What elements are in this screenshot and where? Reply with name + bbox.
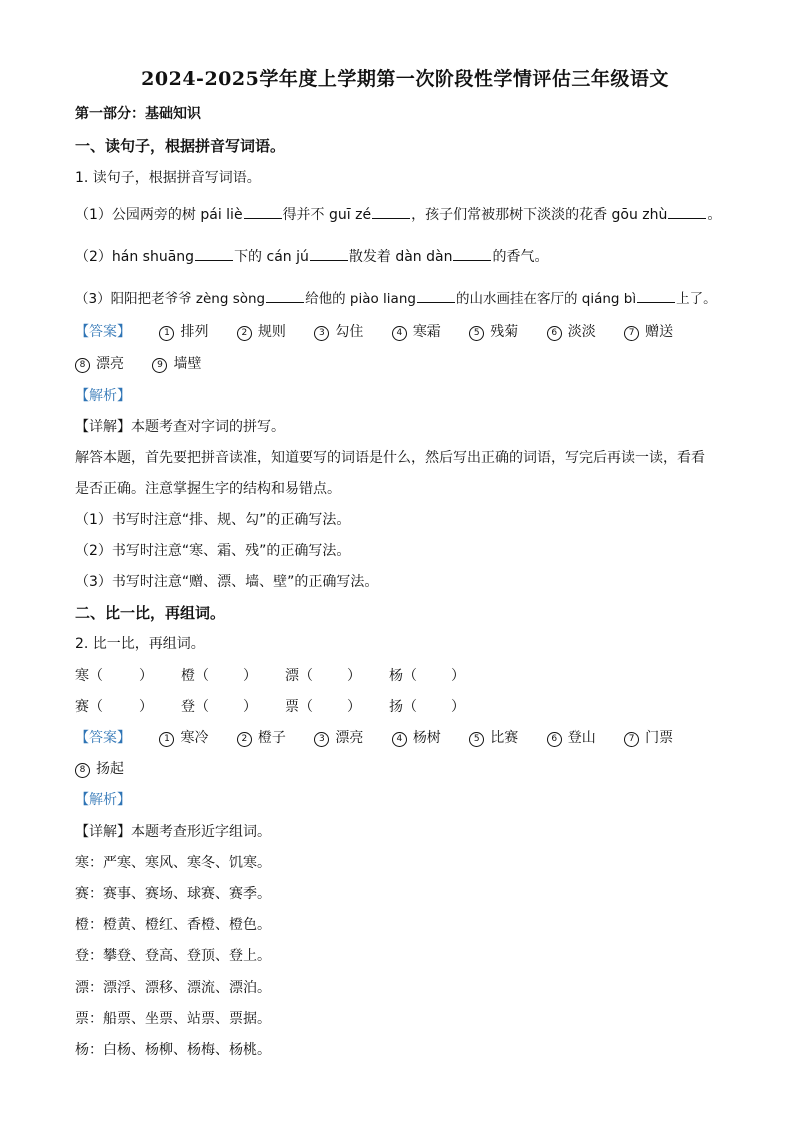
- compare-item: [181, 666, 209, 686]
- detail-line: 杨：白杨、杨柳、杨梅、杨桃。: [75, 1042, 271, 1058]
- sentence-1-part: 得并不 guī zé: [282, 207, 372, 223]
- answer-blank: [417, 288, 455, 303]
- detail-line: 【详解】本题考查对字词的拼写。: [75, 419, 285, 435]
- paren-close: ）: [347, 668, 361, 684]
- answer-text: 登山: [567, 730, 596, 746]
- answer-text: 门票: [645, 730, 674, 746]
- answer-text: 规则: [257, 324, 286, 340]
- answer-blank: [310, 246, 348, 261]
- compare-char: 杨（: [389, 668, 417, 684]
- answer-label: 【答案】: [75, 730, 131, 746]
- answer-item: [624, 324, 673, 340]
- answer-item: [314, 324, 363, 340]
- compare-item: [389, 697, 417, 717]
- answer-item: [159, 730, 208, 746]
- answer-text: 勾住: [335, 324, 364, 340]
- question-2: 2. 比一比，再组词。: [75, 636, 205, 652]
- detail-line: （3）书写时注意“赠、漂、墙、壁”的正确写法。: [75, 574, 379, 590]
- compare-char: 登（: [181, 699, 209, 715]
- sentence-3-part: 上了。: [676, 291, 717, 307]
- answer-text: 扬起: [96, 761, 124, 777]
- circled-number-icon: 4: [392, 326, 407, 341]
- compare-item: [75, 666, 103, 686]
- compare-char: 赛（: [75, 699, 103, 715]
- detail-line: 寒：严寒、寒风、寒冬、饥寒。: [75, 855, 271, 871]
- answer-text: 杨树: [412, 730, 441, 746]
- sentence-1-part: （1）公园两旁的树 pái liè: [75, 207, 243, 223]
- paren-close: ）: [243, 668, 257, 684]
- sentence-2-part: （2）hán shuāng: [75, 249, 195, 265]
- analysis-label: 【解析】: [75, 792, 131, 808]
- answer-item: [237, 730, 286, 746]
- compare-item: [389, 666, 417, 686]
- circled-number-icon: 5: [469, 326, 484, 341]
- answer-text: 残菊: [490, 324, 519, 340]
- answer-item: [75, 356, 124, 372]
- analysis-label: 【解析】: [75, 388, 131, 404]
- answer-row-3: [75, 728, 673, 748]
- sentence-2-part: 的香气。: [492, 249, 549, 265]
- detail-line: 橙：橙黄、橙红、香橙、橙色。: [75, 917, 271, 933]
- detail-line: 登：攀登、登高、登顶、登上。: [75, 948, 271, 964]
- answer-item: [547, 730, 596, 746]
- paren-close: ）: [139, 699, 153, 715]
- answer-text: 墙壁: [173, 356, 202, 372]
- sentence-3-part: （3）阳阳把老爷爷 zèng sòng: [75, 291, 266, 307]
- paren-close: ）: [451, 699, 465, 715]
- section2-heading: 二、比一比，再组词。: [75, 604, 226, 622]
- compare-item: [285, 666, 313, 686]
- sentence-1-part: ，孩子们常被那树下淡淡的花香 gōu zhù: [411, 207, 668, 223]
- paren-close: ）: [139, 668, 153, 684]
- detail-line: 【详解】本题考查形近字组词。: [75, 824, 271, 840]
- sentence-3-part: 给他的 piào liang: [305, 291, 416, 307]
- sentence-3: [75, 288, 717, 309]
- detail-line: 漂：漂浮、漂移、漂流、漂泊。: [75, 980, 271, 996]
- circled-number-icon: 2: [237, 732, 252, 747]
- compare-item: [285, 697, 313, 717]
- answer-label: 【答案】: [75, 324, 131, 340]
- sentence-2-part: 散发着 dàn dàn: [348, 249, 453, 265]
- detail-line: 票：船票、坐票、站票、票据。: [75, 1011, 271, 1027]
- part-heading: 第一部分：基础知识: [75, 106, 201, 122]
- paren-close: ）: [451, 668, 465, 684]
- answer-row-1: [75, 322, 673, 342]
- answer-item: [469, 730, 518, 746]
- sentence-2: [75, 246, 548, 267]
- circled-number-icon: 4: [392, 732, 407, 747]
- detail-line: （2）书写时注意“寒、霜、残”的正确写法。: [75, 543, 351, 559]
- compare-row-2: [75, 697, 475, 717]
- circled-number-icon: 3: [314, 732, 329, 747]
- circled-number-icon: 6: [547, 732, 562, 747]
- circled-number-icon: 7: [624, 326, 639, 341]
- sentence-2-part: 下的 cán jú: [234, 249, 309, 265]
- answer-text: 排列: [180, 324, 209, 340]
- answer-blank: [637, 288, 675, 303]
- question-1: 1. 读句子，根据拼音写词语。: [75, 170, 261, 186]
- answer-text: 淡淡: [567, 324, 596, 340]
- answer-item: [392, 324, 441, 340]
- answer-item: [469, 324, 518, 340]
- section1-heading: 一、读句子，根据拼音写词语。: [75, 137, 286, 155]
- compare-item: [181, 697, 209, 717]
- circled-number-icon: 3: [314, 326, 329, 341]
- answer-item: [152, 356, 201, 372]
- circled-number-icon: 8: [75, 763, 90, 778]
- answer-blank: [244, 204, 282, 219]
- answer-text: 寒冷: [180, 730, 209, 746]
- compare-char: 扬（: [389, 699, 417, 715]
- answer-text: 橙子: [257, 730, 286, 746]
- circled-number-icon: 5: [469, 732, 484, 747]
- answer-text: 寒霜: [412, 324, 441, 340]
- answer-blank: [266, 288, 304, 303]
- answer-text: 比赛: [490, 730, 519, 746]
- circled-number-icon: 8: [75, 358, 90, 373]
- answer-row-4: [75, 759, 124, 779]
- circled-number-icon: 7: [624, 732, 639, 747]
- answer-blank: [668, 204, 706, 219]
- detail-line: 解答本题，首先要把拼音读准，知道要写的词语是什么，然后写出正确的词语，写完后再读一读，看看: [75, 450, 705, 466]
- answer-text: 漂亮: [96, 356, 124, 372]
- detail-line: 是否正确。注意掌握生字的结构和易错点。: [75, 481, 341, 497]
- answer-row-2: [75, 354, 201, 374]
- answer-blank: [453, 246, 491, 261]
- compare-char: 寒（: [75, 668, 103, 684]
- compare-row-1: [75, 666, 475, 686]
- circled-number-icon: 2: [237, 326, 252, 341]
- answer-blank: [372, 204, 410, 219]
- answer-item: [237, 324, 286, 340]
- answer-text: 赠送: [645, 324, 674, 340]
- detail-line: 赛：赛事、赛场、球赛、赛季。: [75, 886, 271, 902]
- answer-text: 漂亮: [335, 730, 364, 746]
- paren-close: ）: [347, 699, 361, 715]
- compare-char: 票（: [285, 699, 313, 715]
- compare-char: 漂（: [285, 668, 313, 684]
- answer-item: [314, 730, 363, 746]
- answer-item: [547, 324, 596, 340]
- compare-item: [75, 697, 103, 717]
- detail-line: （1）书写时注意“排、规、勾”的正确写法。: [75, 512, 351, 528]
- answer-item: [159, 324, 208, 340]
- circled-number-icon: 6: [547, 326, 562, 341]
- answer-item: [624, 730, 673, 746]
- paren-close: ）: [243, 699, 257, 715]
- circled-number-icon: 1: [159, 732, 174, 747]
- document-title: 2024-2025学年度上学期第一次阶段性学情评估三年级语文: [141, 68, 669, 90]
- answer-blank: [195, 246, 233, 261]
- sentence-3-part: 的山水画挂在客厅的 qiáng bì: [455, 291, 637, 307]
- answer-item: [392, 730, 441, 746]
- circled-number-icon: 9: [152, 358, 167, 373]
- circled-number-icon: 1: [159, 326, 174, 341]
- sentence-1-part: 。: [707, 207, 722, 223]
- sentence-1: [75, 204, 721, 225]
- answer-item: [75, 761, 124, 777]
- compare-char: 橙（: [181, 668, 209, 684]
